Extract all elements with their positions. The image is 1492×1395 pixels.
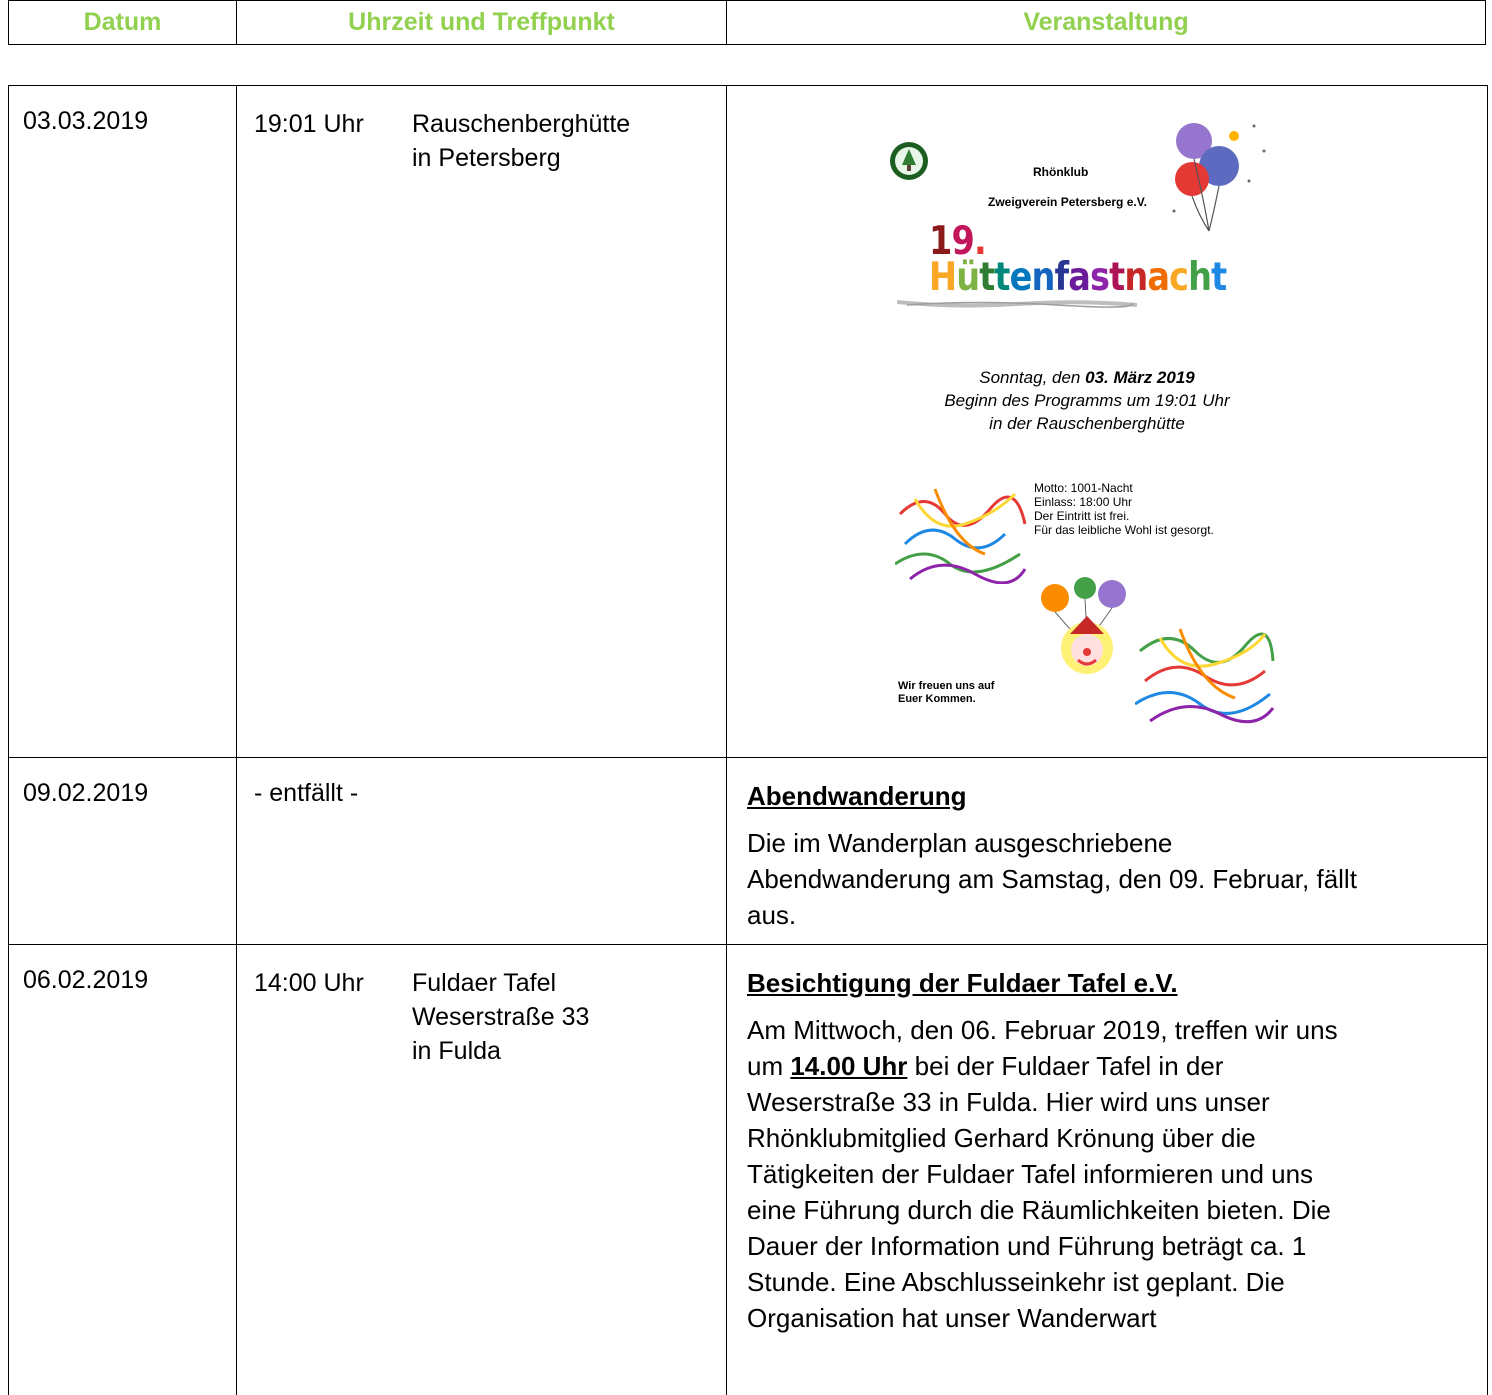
event-flyer: [847, 86, 1327, 736]
flyer-venue: in der Rauschenberghütte: [989, 414, 1185, 433]
flyer-closing-line: Euer Kommen.: [898, 693, 976, 705]
table-row: [9, 86, 1487, 758]
header-date: Datum: [9, 1, 237, 44]
event-time-place: - entfällt -: [237, 758, 727, 944]
flyer-info: [1034, 481, 1214, 537]
flyer-title: 19. Hüttenfastnacht: [929, 219, 1227, 300]
flyer-club: Rhönklub: [1033, 165, 1089, 179]
header-time-place: Uhrzeit und Treffpunkt: [237, 1, 727, 44]
event-time: 19:01 Uhr: [254, 110, 364, 138]
table-row: [9, 945, 1487, 1395]
flyer-closing: [898, 680, 994, 706]
flyer-branch: Zweigverein Petersberg e.V.: [988, 195, 1147, 209]
clown-icon: [1030, 576, 1145, 681]
event-details: [727, 758, 1487, 944]
event-place-line: in Fulda: [412, 1037, 501, 1065]
decorative-rule: [897, 296, 1137, 312]
table-row: [9, 758, 1487, 945]
event-time: 14:00 Uhr: [254, 969, 364, 997]
header-table: [8, 0, 1486, 45]
flyer-subtitle: [847, 366, 1327, 435]
event-place-line: Rauschenberghütte: [412, 110, 631, 138]
flyer-date: 03. März 2019: [1085, 368, 1195, 387]
event-time-highlight: 14.00 Uhr: [790, 1051, 908, 1081]
flyer-info-line: Der Eintritt ist frei.: [1034, 509, 1130, 523]
flyer-date-prefix: Sonntag, den: [979, 368, 1086, 387]
flyer-start: Beginn des Programms um 19:01 Uhr: [944, 391, 1230, 410]
streamers-icon: [1135, 626, 1275, 726]
flyer-info-line: Für das leibliche Wohl ist gesorgt.: [1034, 523, 1214, 537]
event-title: Abendwanderung: [747, 781, 967, 811]
event-text-part: Am Mittwoch, den 06. Februar 2019, treffen wir uns um: [747, 1015, 1338, 1081]
streamers-icon: [895, 484, 1030, 584]
event-time-place: [237, 86, 727, 757]
event-description: Die im Wanderplan ausgeschriebene Abendwanderung am Samstag, den 09. Februar, fällt aus.: [747, 828, 1357, 930]
event-details: [727, 86, 1487, 757]
flyer-closing-line: Wir freuen uns auf: [898, 680, 995, 692]
flyer-info-line: Motto: 1001-Nacht: [1034, 481, 1133, 495]
flyer-info-line: Einlass: 18:00 Uhr: [1034, 495, 1133, 509]
event-place-line: in Petersberg: [412, 144, 561, 172]
event-place-line: Weserstraße 33: [412, 1003, 590, 1031]
event-title: Besichtigung der Fuldaer Tafel e.V.: [747, 968, 1178, 998]
event-date: 06.02.2019: [9, 945, 237, 1395]
events-table: [8, 85, 1488, 1395]
event-date: 03.03.2019: [9, 86, 237, 757]
event-details: [727, 945, 1487, 1395]
event-text-part: bei der Fuldaer Tafel in der Weserstraße 33 in Fulda. Hier wird uns unser Rhönklubmitglied Gerhard Krönung über die Tätigkeiten der Fuldaer Tafel informieren und uns eine Führung durch die Räumlichkeiten bieten. Die Dauer der Information und Führung beträgt ca. 1 Stunde. Eine Abschlusseinkehr ist geplant. Die Organisation hat unser Wanderwart: [747, 1051, 1331, 1333]
event-description: [747, 1012, 1357, 1336]
event-date: 09.02.2019: [9, 758, 237, 944]
rhoenklub-logo-icon: [889, 141, 929, 181]
event-place-line: Fuldaer Tafel: [412, 969, 557, 997]
event-time-place: [237, 945, 727, 1395]
header-event: Veranstaltung: [1023, 8, 1189, 36]
